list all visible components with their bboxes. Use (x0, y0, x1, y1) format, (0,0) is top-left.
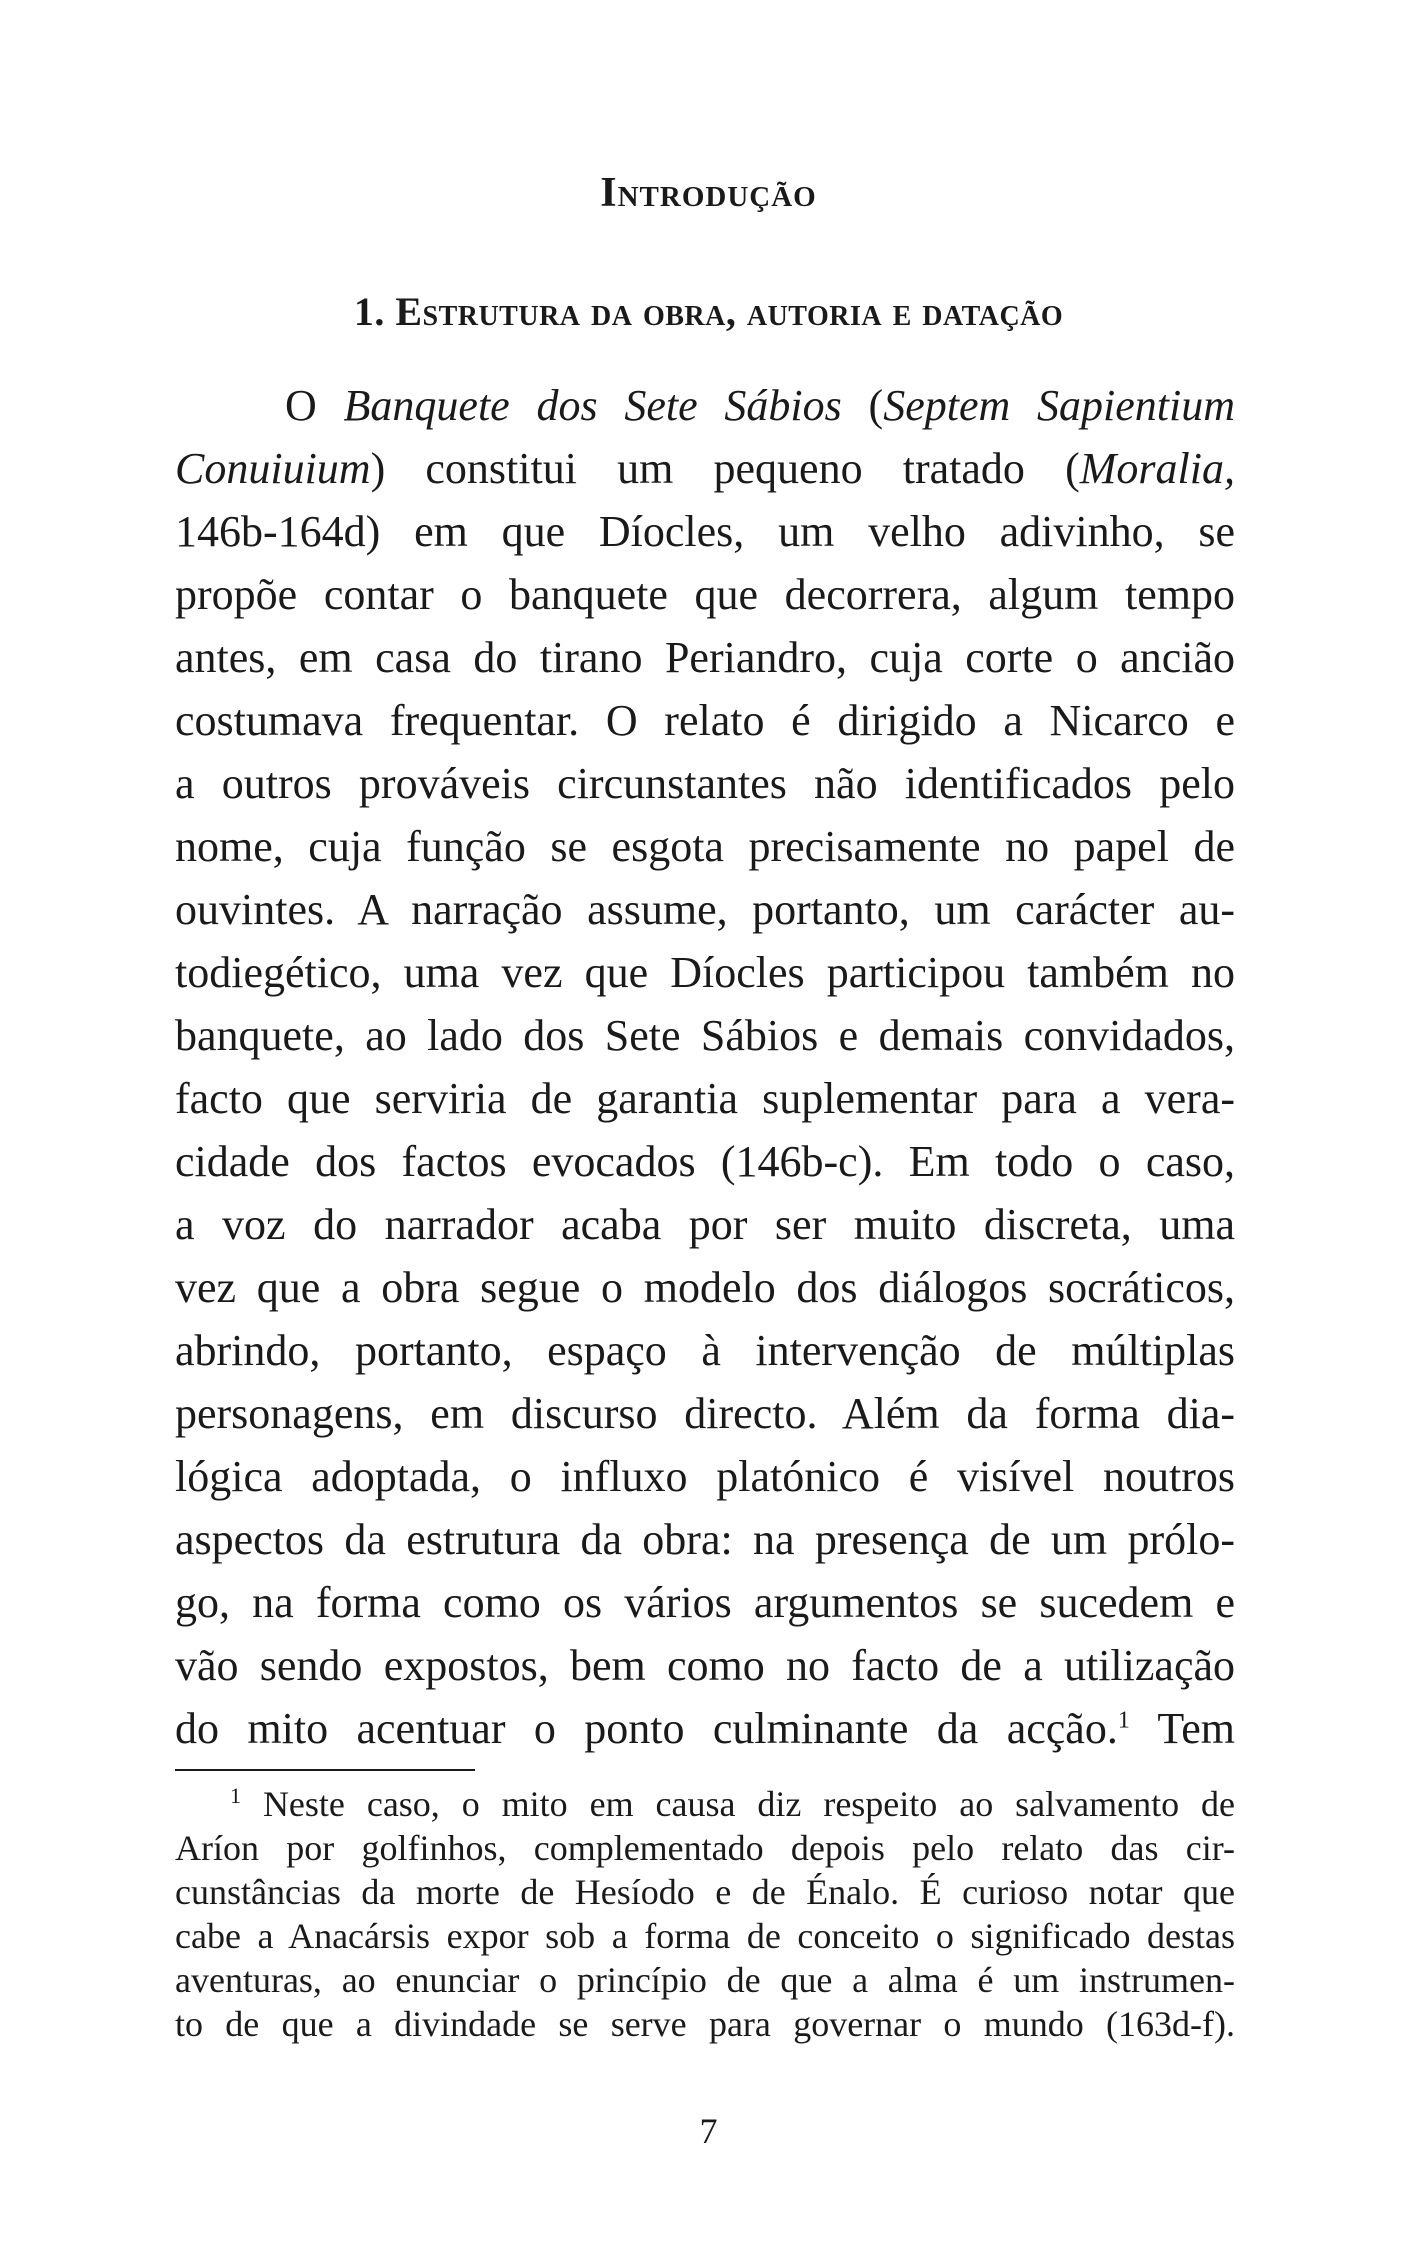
text-line: facto que serviria de garantia suplementar para a vera- (175, 1074, 1235, 1123)
text-line: 146b-164d) em que Díocles, um velho adivinho, se (175, 507, 1235, 556)
text-line: costumava frequentar. O relato é dirigido a Nicarco e (175, 696, 1235, 745)
italic-title: Moralia, (1079, 444, 1235, 493)
text-line: nome, cuja função se esgota precisamente no papel de (175, 822, 1235, 871)
text-line: lógica adoptada, o influxo platónico é visível noutros (175, 1452, 1235, 1501)
text-line: antes, em casa do tirano Periandro, cuja corte o ancião (175, 633, 1235, 682)
footnote-line: aventuras, ao enunciar o princípio de que a alma é um instrumen- (175, 1960, 1235, 2000)
chapter-title: Introdução (600, 170, 817, 216)
footnote-divider (175, 1769, 475, 1771)
text-line: vão sendo expostos, bem como no facto de a utilização (175, 1641, 1235, 1690)
text-line: todiegético, uma vez que Díocles participou também no (175, 948, 1235, 997)
footnote-reference[interactable]: 1 (1117, 1707, 1130, 1734)
italic-title: Septem Sapientium (883, 381, 1235, 430)
text-line: banquete, ao lado dos Sete Sábios e demais convidados, (175, 1011, 1235, 1060)
body-paragraph (175, 374, 1235, 1760)
section-title: Estrutura da obra, autoria e datação (395, 289, 1064, 334)
text-line: go, na forma como os vários argumentos se sucedem e (175, 1578, 1235, 1627)
text-line: abrindo, portanto, espaço à intervenção de múltiplas (175, 1326, 1235, 1375)
text-line: aspectos da estrutura da obra: na presença de um prólo- (175, 1515, 1235, 1564)
italic-title: Banquete dos Sete Sábios (343, 381, 842, 430)
text-line: ouvintes. A narração assume, portanto, um carácter au- (175, 885, 1235, 934)
text-line: do mito acentuar o ponto culminante da acção.$^1$ Tem (175, 1704, 1235, 1753)
section-number: 1. (353, 289, 385, 334)
text-line: cidade dos factos evocados (146b-c). Em todo o caso, (175, 1137, 1235, 1186)
footnote-line: cunstâncias da morte de Hesíodo e de Énalo. É curioso notar que (175, 1872, 1235, 1912)
section-heading (0, 289, 1417, 334)
footnote-line: $^1$ Neste caso, o mito em causa diz respeito ao salvamento de (230, 1783, 1235, 1824)
italic-title: Conuiuium (175, 444, 371, 493)
text-line: vez que a obra segue o modelo dos diálogos socráticos, (175, 1263, 1235, 1312)
footnote-marker: 1 (230, 1783, 241, 1808)
footnote-line: Aríon por golfinhos, complementado depois pelo relato das cir- (175, 1828, 1235, 1868)
text-line: personagens, em discurso directo. Além da forma dia- (175, 1389, 1235, 1438)
footnote-line: to de que a divindade se serve para governar o mundo (163d-f). (175, 2004, 1235, 2044)
footnote (175, 1782, 1235, 2046)
text-line: a voz do narrador acaba por ser muito discreta, uma (175, 1200, 1235, 1249)
page-number: 7 (699, 2111, 718, 2151)
footnote-line: cabe a Anacársis expor sob a forma de conceito o significado destas (175, 1916, 1235, 1956)
text-line: Conuiuium) constitui um pequeno tratado (Moralia, (175, 444, 1235, 493)
text-line: O Banquete dos Sete Sábios (Septem Sapientium (285, 381, 1235, 430)
text-line: propõe contar o banquete que decorrera, algum tempo (175, 570, 1235, 619)
text-line: a outros prováveis circunstantes não identificados pelo (175, 759, 1235, 808)
